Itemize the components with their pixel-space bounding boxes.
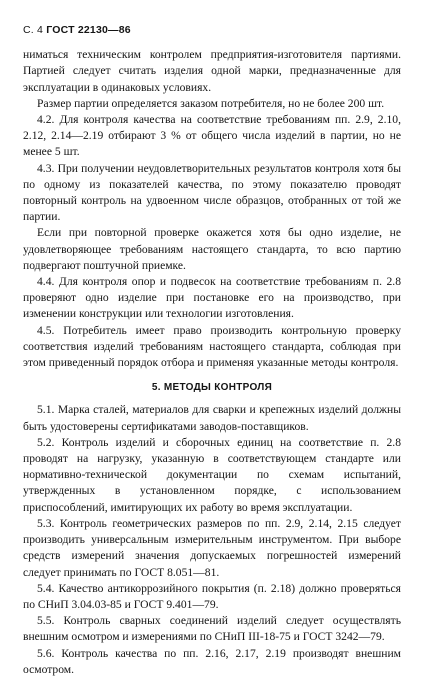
paragraph-continuation: ниматься техническим контролем предприятия-изготовителя партиями. Партией следует считать изделия одной марки, предназначенные для эксплуатации в одинаковых условиях. <box>23 48 401 94</box>
paragraph-5-3: 5.3. Контроль геометрических размеров по пп. 2.9, 2.14, 2.15 следует производить универсальным измерительным инструментом. При выборе средств измерений значения допускаемых погрешностей измерений следует принимать по ГОСТ 8.051—81. <box>23 516 401 579</box>
paragraph-5-2: 5.2. Контроль изделий и сборочных единиц на соответствие п. 2.8 проводят на нагрузку, указанную в соответствующем стандарте или нормативно-технической документации по схемам испытаний, утвержденных в установленном порядке, с использованием приспособлений, имитирующих их работу во время эксплуатации. <box>23 435 401 514</box>
standard-number: ГОСТ 22130—86 <box>46 24 131 36</box>
paragraph-4-5: 4.5. Потребитель имеет право производить контрольную проверку соответствия изделий требованиям настоящего стандарта, соблюдая при этом приведенный порядок отбора и применяя указанные методы контроля. <box>23 323 401 370</box>
paragraph-recheck: Если при повторной проверке окажется хотя бы одно изделие, не удовлетворяющее требованиям настоящего стандарта, то всю партию подвергают поштучной приемке. <box>23 226 401 272</box>
document-page <box>23 22 401 678</box>
paragraph-4-3: 4.3. При получении неудовлетворительных результатов контроля хотя бы по одному из показателей качества, по этому показателю проводят повторный контроль на удвоенном числе образцов, отобранных от той же партии. <box>23 161 401 224</box>
paragraph-5-4: 5.4. Качество антикоррозийного покрытия (п. 2.18) должно проверяться по СНиП 3.04.03-85 и ГОСТ 9.401—79. <box>23 581 401 611</box>
paragraph-4-4: 4.4. Для контроля опор и подвесок на соответствие требованиям п. 2.8 проверяют одно изделие при постановке его на производство, при изменении конструкции или технологии изготовления. <box>23 275 401 321</box>
paragraph-5-6: 5.6. Контроль качества по пп. 2.16, 2.17, 2.19 производят внешним осмотром. <box>23 646 401 676</box>
paragraph-5-1: 5.1. Марка сталей, материалов для сварки и крепежных изделий должны быть удостоверены сертификатами заводов-поставщиков. <box>23 403 401 433</box>
paragraph-batch-size: Размер партии определяется заказом потребителя, но не более 200 шт. <box>37 96 385 110</box>
section-title: 5. МЕТОДЫ КОНТРОЛЯ <box>151 382 273 394</box>
page-header <box>23 22 401 38</box>
paragraph-5-5: 5.5. Контроль сварных соединений изделий следует осуществлять внешним осмотром и измерениями по СНиП III-18-75 и ГОСТ 3242—79. <box>23 614 401 644</box>
page-number: С. 4 <box>23 24 44 36</box>
paragraph-4-2: 4.2. Для контроля качества на соответствие требованиям пп. 2.9, 2.10, 2.12, 2.14—2.19 отбирают 3 % от общего числа изделий в партии, но не менее 5 шт. <box>23 113 401 159</box>
